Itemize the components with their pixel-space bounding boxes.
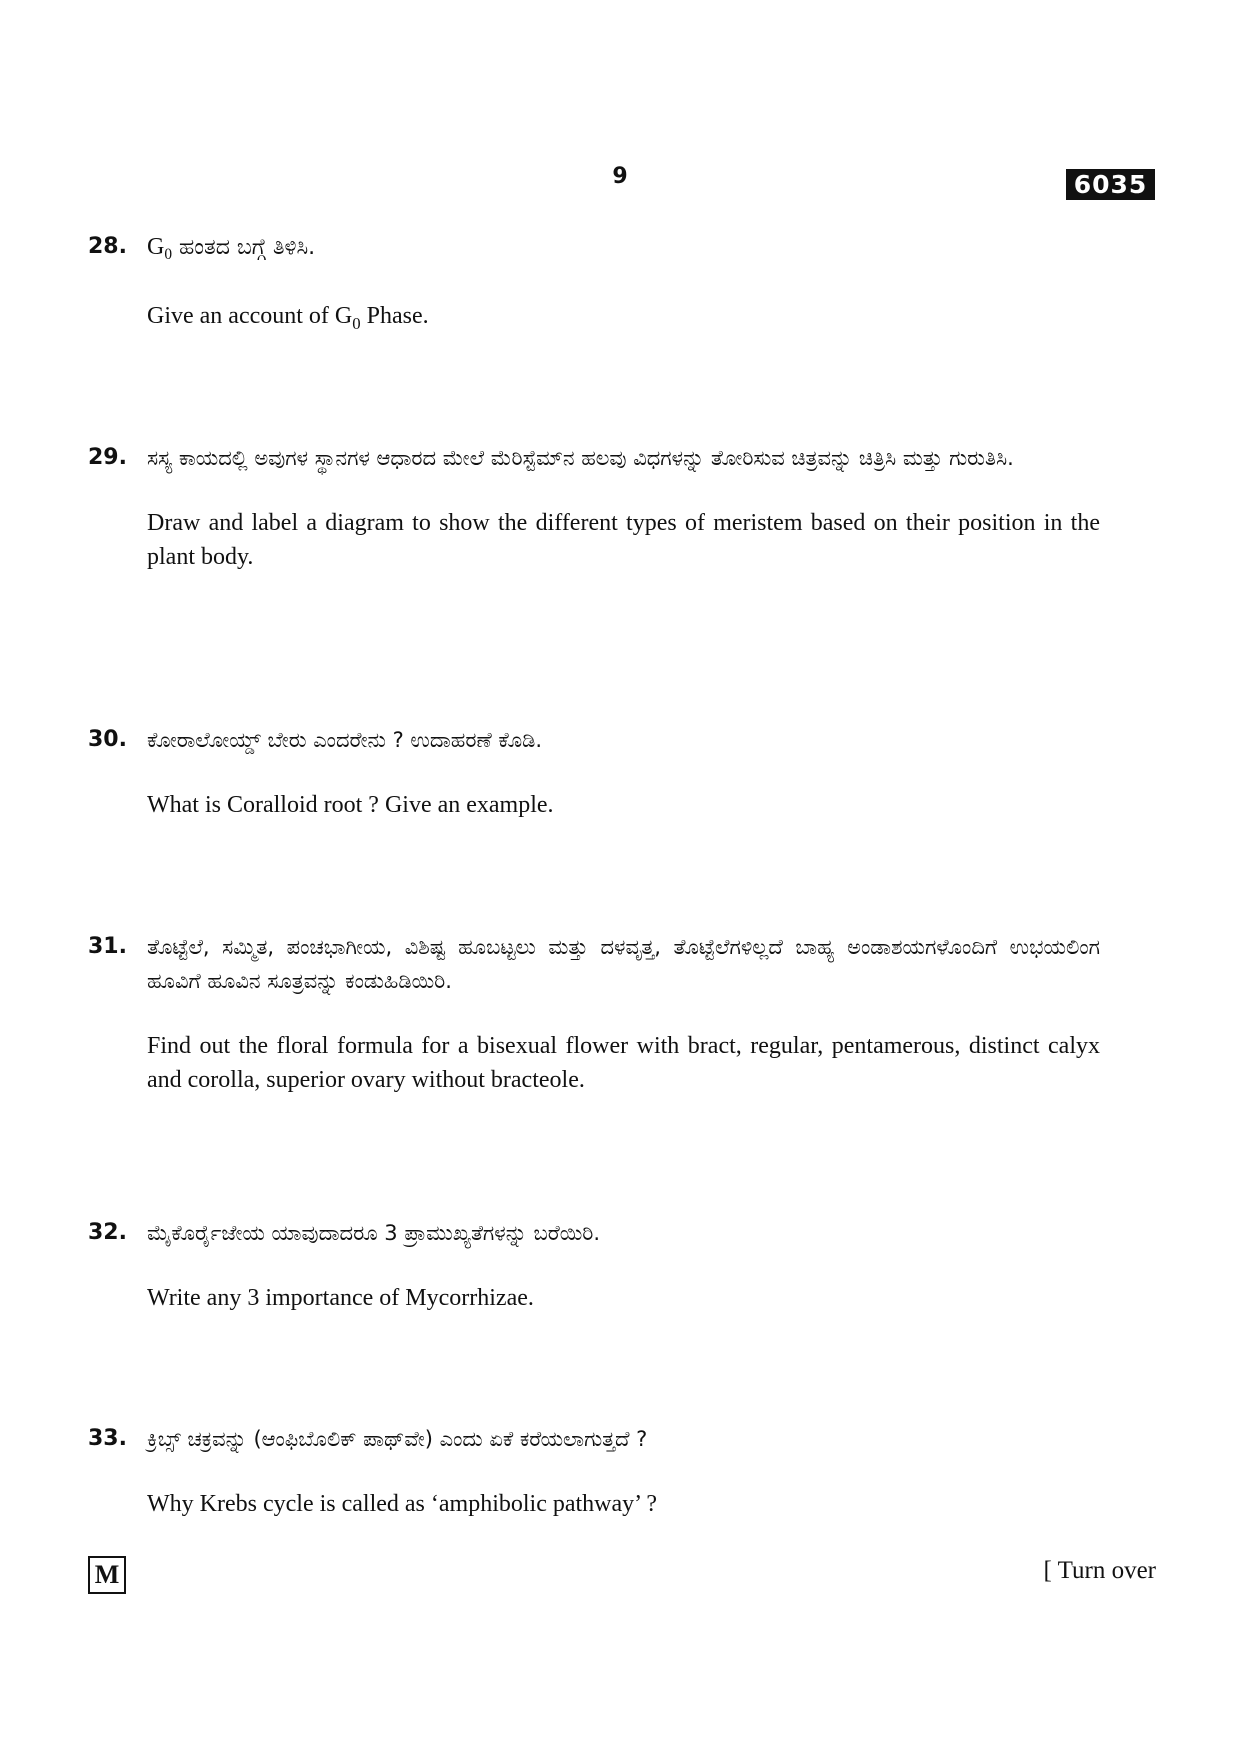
question-33: [88, 1422, 1100, 1521]
text-fragment: ಹಂತದ ಬಗ್ಗೆ ತಿಳಿಸಿ.: [172, 235, 316, 260]
question-31: [88, 930, 1100, 1097]
question-text-kannada: [147, 230, 1100, 267]
turn-over-note: [ Turn over: [1043, 1557, 1156, 1584]
subscript: 0: [164, 246, 173, 264]
question-28: [88, 230, 1100, 335]
question-29: [88, 441, 1100, 574]
question-text-english: [147, 299, 1100, 335]
question-32: [88, 1216, 1100, 1315]
text-fragment: Give an account of G: [147, 303, 353, 329]
question-number: 31.: [88, 934, 127, 959]
question-number: 33.: [88, 1426, 127, 1451]
question-text-kannada: ಮೈಕೊರ್ರೈಜೇಯ ಯಾವುದಾದರೂ 3 ಪ್ರಾಮುಖ್ಯತೆಗಳನ್ನು ಬರೆಯಿರಿ.: [147, 1221, 601, 1245]
medium-mark-box: M: [88, 1556, 126, 1594]
question-number: 29.: [88, 445, 127, 470]
question-text-kannada: ತೊಟ್ಟೆಲೆ, ಸಮ್ಮಿತ, ಪಂಚಭಾಗೀಯ, ವಿಶಿಷ್ಟ ಹೂಬಟ್ಟಲು ಮತ್ತು ದಳವೃತ್ತ, ತೊಟ್ಟೆಲೆಗಳಿಲ್ಲದೆ ಬಾಹ್ಯ ಅಂಡಾಶಯಗಳೊಂದಿಗೆ ಉಭಯಲಿಂಗ ಹೂವಿಗೆ ಹೂವಿನ ಸೂತ್ರವನ್ನು ಕಂಡುಹಿಡಿಯಿರಿ.: [147, 935, 1100, 993]
question-number: 32.: [88, 1220, 127, 1245]
question-30: [88, 723, 1100, 822]
text-fragment: Phase.: [360, 303, 429, 329]
question-text-kannada: ಕ್ರಿಬ್ಸ್ ಚಕ್ರವನ್ನು (ಆಂಫಿಬೊಲಿಕ್ ಪಾಥ್‌ವೇ) ಎಂದು ಏಕೆ ಕರೆಯಲಾಗುತ್ತದೆ ?: [147, 1427, 648, 1451]
question-text-english: Draw and label a diagram to show the different types of meristem based on their position in the plant body.: [147, 510, 1100, 570]
text-fragment: G: [147, 234, 165, 260]
question-text-kannada: ಕೋರಾಲೋಯ್ಡ್ ಬೇರು ಎಂದರೇನು ? ಉದಾಹರಣೆ ಕೊಡಿ.: [147, 728, 543, 752]
page-number: 9: [612, 164, 628, 189]
subscript: 0: [352, 313, 361, 333]
question-text-english: Find out the floral formula for a bisexual flower with bract, regular, pentamerous, distinct calyx and corolla, superior ovary without bracteole.: [147, 1033, 1100, 1093]
question-number: 30.: [88, 727, 127, 752]
question-text-english: Write any 3 importance of Mycorrhizae.: [147, 1285, 534, 1311]
question-number: 28.: [88, 234, 127, 259]
question-text-kannada: ಸಸ್ಯ ಕಾಯದಲ್ಲಿ ಅವುಗಳ ಸ್ಥಾನಗಳ ಆಧಾರದ ಮೇಲೆ ಮೆರಿಸ್ಟೆಮ್‌ನ ಹಲವು ವಿಧಗಳನ್ನು ತೋರಿಸುವ ಚಿತ್ರವನ್ನು ಚಿತ್ರಿಸಿ ಮತ್ತು ಗುರುತಿಸಿ.: [147, 446, 1014, 470]
question-text-english: Why Krebs cycle is called as ‘amphibolic pathway’ ?: [147, 1491, 658, 1517]
paper-code-badge: 6035: [1066, 169, 1155, 200]
question-text-english: What is Coralloid root ? Give an example.: [147, 792, 554, 818]
